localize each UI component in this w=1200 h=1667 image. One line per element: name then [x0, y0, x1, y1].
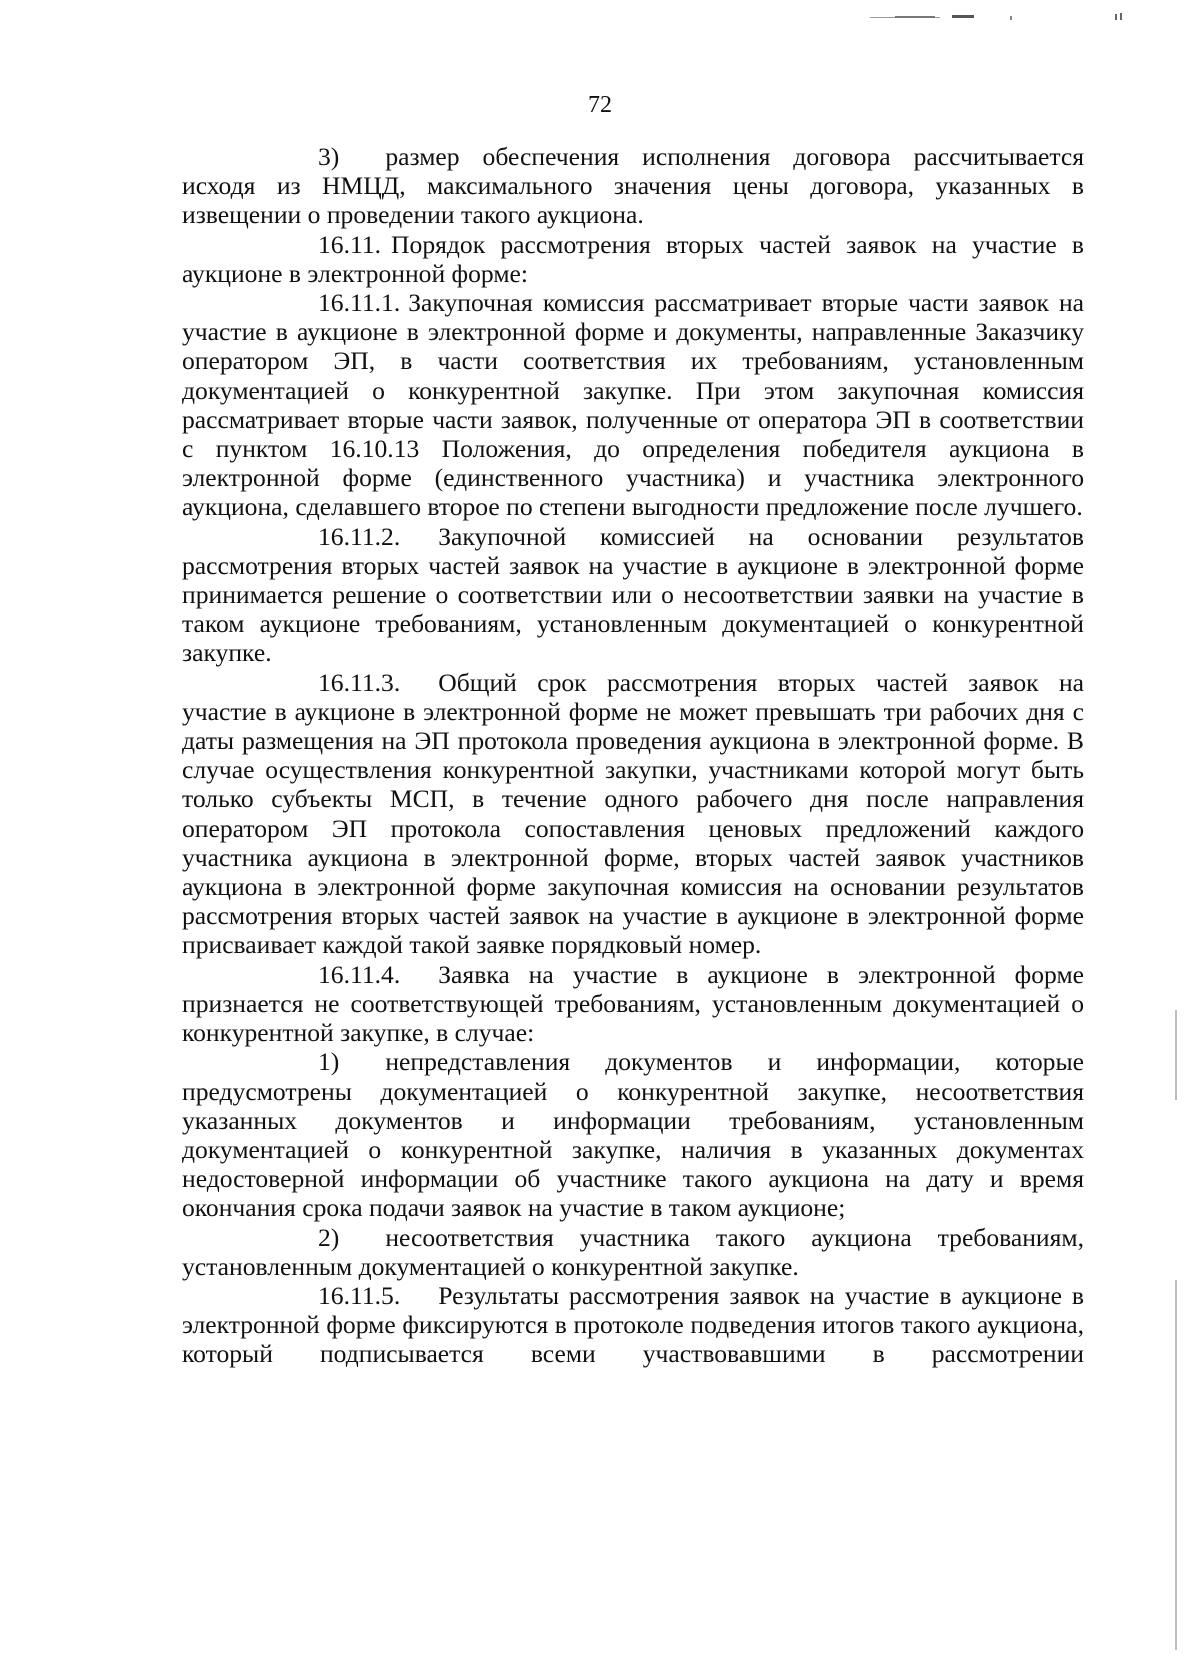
paragraph-item-2 — [182, 1223, 1084, 1281]
paragraph-16-11 — [182, 230, 1084, 288]
paragraph-number: 1) — [318, 1047, 340, 1077]
paragraph-text: непредставления документов и информации, которые предусмотрены документацией о конкурентной закупке, несоответствия указанных документов и информации требованиям, установленным документацией о конкурентной закупке, наличия в указанных документах недостоверной информации об участнике такого аукциона на дату и время окончания срока подачи заявок на участие в таком аукционе; — [182, 1047, 1084, 1223]
paragraph-item-1 — [182, 1047, 1084, 1222]
paragraph-16-11-1 — [182, 288, 1084, 522]
page-number: 72 — [588, 92, 612, 118]
scan-artifact-marks — [870, 12, 1170, 22]
paragraph-text: несоответствия участника такого аукциона требованиям, установленным документацией о конкурентной закупке. — [182, 1222, 1084, 1281]
paragraph-number: 3) — [318, 142, 340, 171]
scan-edge-line — [1175, 1010, 1177, 1100]
paragraph-text: Заявка на участие в аукционе в электронной форме признается не соответствующей требованиям, установленным документацией о конкурентной закупке, в случае: — [182, 959, 1084, 1048]
paragraph-number: 16.11.5. — [318, 1280, 401, 1310]
paragraph-number: 16.11.4. — [318, 959, 401, 989]
paragraph-text: размер обеспечения исполнения договора рассчитывается исходя из НМЦД, максимального значения цены договора, указанных в извещении о проведении такого аукциона. — [182, 142, 1084, 230]
paragraph-text: Результаты рассмотрения заявок на участие в аукционе в электронной форме фиксируются в протоколе подведения итогов такого аукциона, который подписывается всеми участвовавшими в рассмотрении — [182, 1280, 1084, 1369]
document-body — [182, 142, 1084, 1369]
paragraph-number: 16.11. — [318, 229, 382, 259]
paragraph-number: 2) — [318, 1222, 340, 1252]
paragraph-text: Закупочная комиссия рассматривает вторые части заявок на участие в аукционе в электронной форме и документы, направленные Заказчику оператором ЭП, в части соответствия их требованиям, установленным документацией о конкурентной закупке. При этом закупочная комиссия рассматривает вторые части заявок, полученные от оператора ЭП в соответствии с пунктом 16.10.13 Положения, до определения победителя аукциона в электронной форме (единственного участника) и участника электронного аукциона, сделавшего второе по степени выгодности предложение после лучшего. — [182, 288, 1084, 522]
paragraph-number: 16.11.2. — [318, 521, 401, 551]
paragraph-16-11-5 — [182, 1281, 1084, 1369]
paragraph-number: 16.11.1. — [318, 288, 401, 318]
paragraph-16-11-4 — [182, 960, 1084, 1048]
paragraph-text: Закупочной комиссией на основании результатов рассмотрения вторых частей заявок на участие в аукционе в электронной форме принимается решение о соответствии или о несоответствии заявки на участие в таком аукционе требованиям, установленным документацией о конкурентной закупке. — [182, 521, 1084, 668]
paragraph-text: Порядок рассмотрения вторых частей заявок на участие в аукционе в электронной форме: — [182, 229, 1084, 288]
paragraph-16-11-3 — [182, 668, 1084, 960]
paragraph-number: 16.11.3. — [318, 667, 401, 697]
paragraph-text: Общий срок рассмотрения вторых частей заявок на участие в аукционе в электронной форме не может превышать три рабочих дня с даты размещения на ЭП протокола проведения аукциона в электронной форме. В случае осуществления конкурентной закупки, участниками которой могут быть только субъекты МСП, в течение одного рабочего дня после направления оператором ЭП протокола сопоставления ценовых предложений каждого участника аукциона в электронной форме, вторых частей заявок участников аукциона в электронной форме закупочная комиссия на основании результатов рассмотрения вторых частей заявок на участие в аукционе в электронной форме присваивает каждой такой заявке порядковый номер. — [182, 667, 1084, 960]
paragraph-16-11-2 — [182, 522, 1084, 668]
scan-edge-line — [1175, 1280, 1177, 1650]
paragraph-item-3 — [182, 142, 1084, 230]
